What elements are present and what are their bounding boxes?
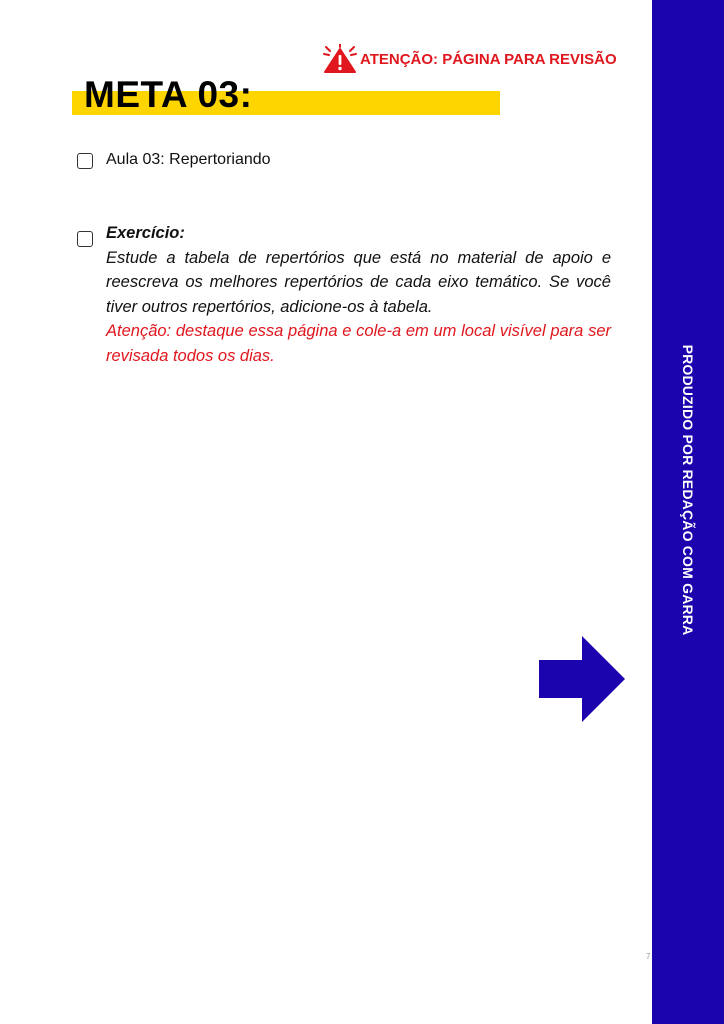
- warning-text: ATENÇÃO: PÁGINA PARA REVISÃO: [360, 50, 617, 68]
- lesson-checkbox[interactable]: [77, 153, 93, 169]
- revision-warning: [322, 44, 617, 74]
- exercise-attention-note: Atenção: destaque essa página e cole-a em um local visível para ser revisada todos os dias.: [106, 322, 611, 365]
- exercise-checkbox[interactable]: [77, 231, 93, 247]
- exercise-title: Exercício:: [106, 224, 185, 242]
- producer-credit: PRODUZIDO POR REDAÇÃO COM GARRA: [680, 344, 696, 636]
- exercise-block: [106, 221, 611, 368]
- warning-triangle-icon: [322, 44, 358, 74]
- lesson-label: Aula 03: Repertoriando: [106, 151, 271, 168]
- page-number: 7: [646, 952, 651, 961]
- arrow-right-icon: [539, 636, 625, 722]
- page-title: META 03:: [84, 74, 253, 115]
- exercise-instructions: Estude a tabela de repertórios que está no material de apoio e reescreva os melhores repertórios de cada eixo temático. Se você tiver outros repertórios, adicione-os à tabela.: [106, 248, 611, 316]
